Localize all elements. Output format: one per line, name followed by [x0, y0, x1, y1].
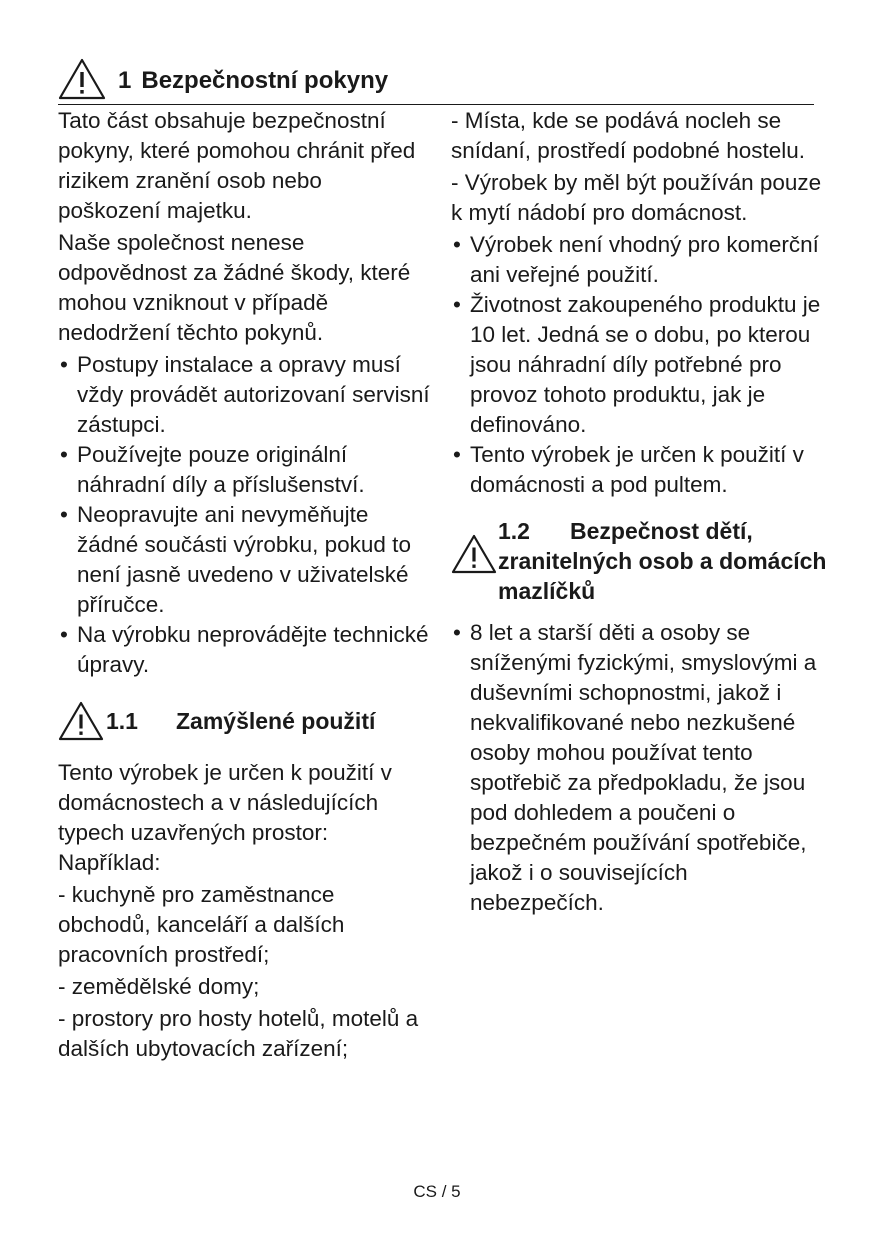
bullet-glyph: •	[60, 622, 68, 647]
child-safety-bullet-list	[451, 618, 823, 918]
page-header	[58, 58, 814, 105]
section-number: 1.1	[106, 708, 138, 734]
list-item: • Na výrobku neprovádějte technické úpravy.	[60, 622, 429, 677]
section-number: 1.2	[498, 518, 530, 544]
bullet-glyph: •	[453, 442, 461, 467]
liability-paragraph: Naše společnost nenese odpovědnost za žádné škody, které mohou vzniknout v případě nedodržení těchto pokynů.	[58, 230, 411, 345]
safety-bullet-list	[58, 350, 430, 680]
bullet-glyph: •	[453, 620, 461, 645]
list-item: • Neopravujte ani nevyměňujte žádné součásti výrobku, pokud to není jasně uvedeno v uživatelské příručce.	[60, 502, 411, 617]
section-number: 1	[118, 67, 132, 94]
section-title-text: Zamýšlené použití	[176, 708, 376, 734]
list-item: • Výrobek není vhodný pro komerční ani veřejné použití.	[453, 232, 819, 287]
bullet-glyph: •	[60, 352, 68, 377]
section-title	[498, 516, 828, 606]
page-title	[118, 68, 388, 94]
list-item: • 8 let a starší děti a osoby se sníženými fyzickými, smyslovými a duševními schopnostmi, jakož i nekvalifikované nebo nezkušené osoby mohou používat tento spotřebič za předpokladu, že jsou pod dohledem a poučeni o bezpečném používání spotřebiče, jakož i o souvisejících nebezpečích.	[453, 620, 817, 915]
section-heading-child-safety	[451, 514, 827, 604]
list-item: • Postupy instalace a opravy musí vždy provádět autorizovaní servisní zástupci.	[60, 352, 430, 437]
list-item: • Používejte pouze originální náhradní díly a příslušenství.	[60, 442, 365, 497]
bullet-glyph: •	[453, 232, 461, 257]
usage-item: - Místa, kde se podává nocleh se snídaní, prostředí podobné hostelu.	[451, 108, 806, 163]
bullet-glyph: •	[453, 292, 461, 317]
usage-item: - prostory pro hosty hotelů, motelů a dalších ubytovacích zařízení;	[58, 1006, 419, 1061]
warning-triangle-icon	[451, 534, 497, 574]
intro-paragraph: Tato část obsahuje bezpečnostní pokyny, které pomohou chránit před rizikem zranění osob nebo poškození majetku.	[58, 108, 416, 223]
section-title: Bezpečnostní pokyny	[141, 67, 389, 94]
right-column	[451, 106, 827, 918]
list-item: • Tento výrobek je určen k použití v domácnosti a pod pultem.	[453, 442, 804, 497]
usage-item: - kuchyně pro zaměstnance obchodů, kanceláří a dalších pracovních prostředí;	[58, 882, 345, 967]
bullet-glyph: •	[60, 502, 68, 527]
bullet-glyph: •	[60, 442, 68, 467]
warning-triangle-icon	[58, 58, 106, 100]
usage-item: - zemědělské domy;	[58, 974, 260, 999]
usage-bullet-list	[451, 230, 823, 500]
section-title-text: Bezpečnost dětí, zranitelných osob a domácích mazlíčků	[498, 518, 827, 604]
section-title	[106, 708, 375, 734]
usage-item: - Výrobek by měl být používán pouze k mytí nádobí pro domácnost.	[451, 170, 822, 225]
warning-triangle-icon	[58, 701, 104, 741]
usage-intro-paragraph: Tento výrobek je určen k použití v domácnostech a v následujících typech uzavřených prostor: Například:	[58, 760, 392, 875]
left-column	[58, 106, 430, 1066]
section-heading-intended-use	[58, 698, 430, 746]
page-number: CS / 5	[413, 1182, 461, 1201]
list-item: • Životnost zakoupeného produktu je 10 let. Jedná se o dobu, po kterou jsou náhradní díly potřebné pro provoz tohoto produktu, jak je definováno.	[453, 292, 821, 437]
